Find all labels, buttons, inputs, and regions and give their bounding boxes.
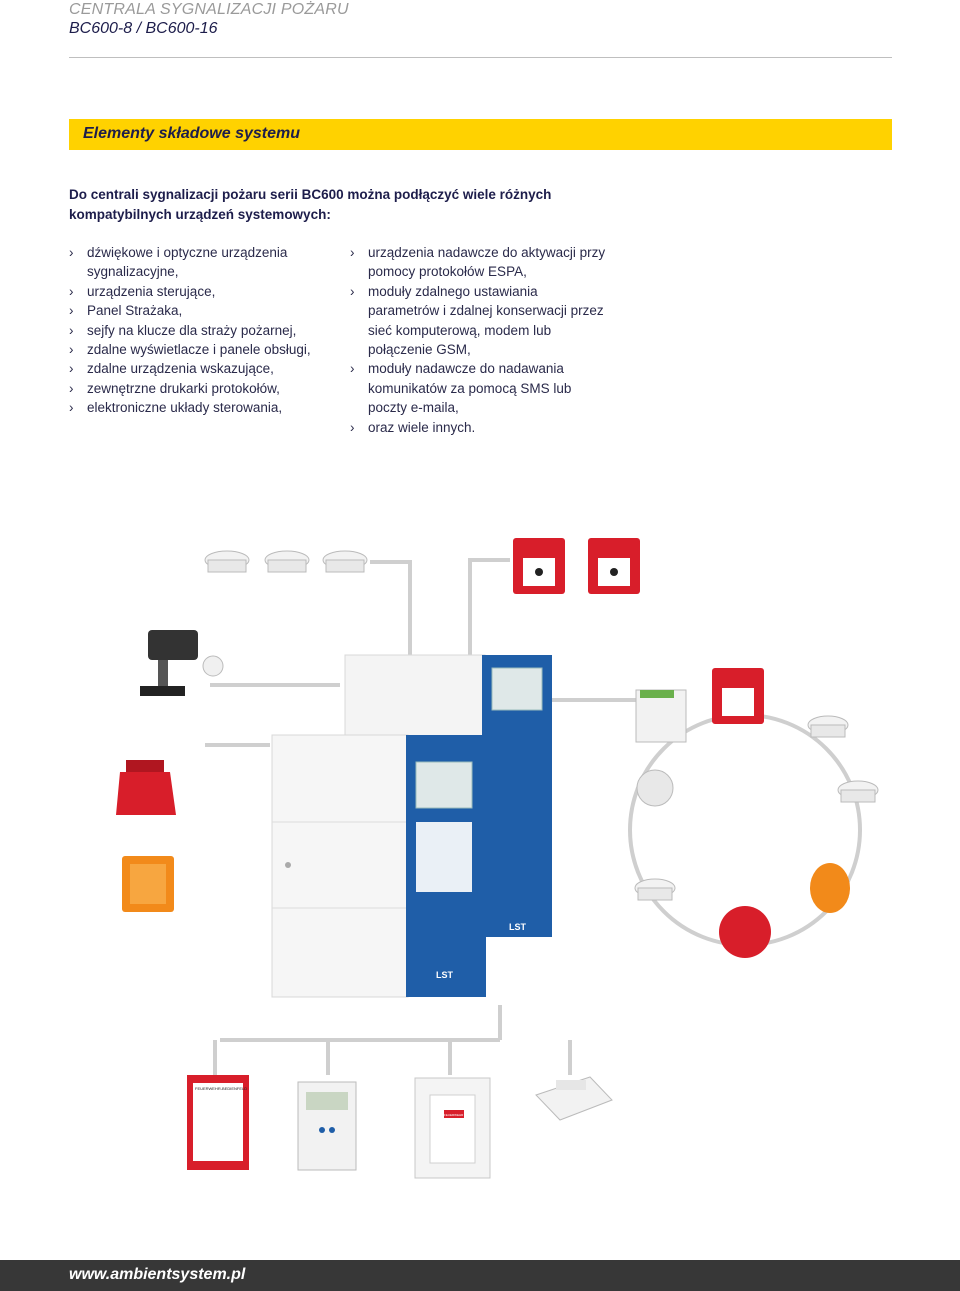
list-item: › sejfy na klucze dla straży pożarnej,	[69, 322, 297, 338]
smoke-detector-icon	[265, 551, 309, 572]
fireman-panel-icon	[187, 1075, 249, 1170]
heat-detector-icon	[637, 770, 673, 806]
header-divider	[69, 57, 892, 58]
sounder-icon	[719, 906, 771, 958]
smoke-detector-icon	[635, 879, 675, 900]
io-module-icon	[636, 690, 686, 742]
smoke-detector-icon	[808, 716, 848, 737]
printer-icon	[536, 1077, 612, 1120]
document-header-model: BC600-8 / BC600-16	[69, 20, 218, 37]
list-item: › elektroniczne układy sterowania,	[69, 400, 283, 416]
manual-call-point-icon	[513, 538, 565, 594]
list-item: › moduły nadawcze do nadawania komunikatów za pomocą SMS lub poczty e-maila,	[350, 361, 572, 416]
panel-brand-logo: LST	[436, 970, 453, 980]
list-item: › zewnętrzne drukarki protokołów,	[69, 380, 280, 396]
fireman-panel-label: FEUERWEHR-BEDIENFELD	[195, 1086, 248, 1091]
list-item: › oraz wiele innych.	[350, 419, 476, 435]
section-title: Elementy składowe systemu	[83, 125, 300, 142]
list-item: › dźwiękowe i optyczne urządzenia sygnalizacyjne,	[69, 245, 288, 280]
remote-operating-panel-icon	[298, 1082, 356, 1170]
list-item: › urządzenia sterujące,	[69, 283, 216, 299]
intro-paragraph: Do centrali sygnalizacji pożaru serii BC600 można podłączyć wiele różnych kompatybilnych urządzeń systemowych:	[69, 187, 552, 222]
key-safe-label: FEUERWEHR	[444, 1113, 464, 1117]
footer-website-link[interactable]: www.ambientsystem.pl	[69, 1266, 246, 1283]
fire-panel-front	[272, 735, 486, 997]
smoke-detector-icon	[323, 551, 367, 572]
footer-bar	[0, 1260, 960, 1291]
panel-brand-logo: LST	[509, 922, 526, 932]
sounder-icon	[116, 760, 176, 815]
document-header-title: CENTRALA SYGNALIZACJI POŻARU	[69, 1, 349, 18]
list-item: › zdalne wyświetlacze i panele obsługi,	[69, 342, 311, 358]
system-diagram	[0, 520, 960, 1220]
section-banner	[69, 119, 892, 150]
smoke-detector-icon	[838, 781, 878, 802]
list-item: › zdalne urządzenia wskazujące,	[69, 361, 274, 377]
key-safe-icon	[415, 1078, 490, 1178]
beacon-icon	[810, 863, 850, 913]
list-item: › moduły zdalnego ustawiania parametrów i zdalnej konserwacji przez sieć komputerową, modem lub połączenie GSM,	[350, 283, 604, 358]
manual-call-point-icon	[588, 538, 640, 594]
device-list-right	[350, 243, 610, 437]
manual-call-point-icon	[712, 668, 764, 724]
beacon-icon	[122, 856, 174, 912]
list-item: › Panel Strażaka,	[69, 303, 183, 319]
device-list-left	[69, 243, 339, 418]
list-item: › urządzenia nadawcze do aktywacji przy pomocy protokołów ESPA,	[350, 245, 606, 280]
smoke-detector-icon	[205, 551, 249, 572]
